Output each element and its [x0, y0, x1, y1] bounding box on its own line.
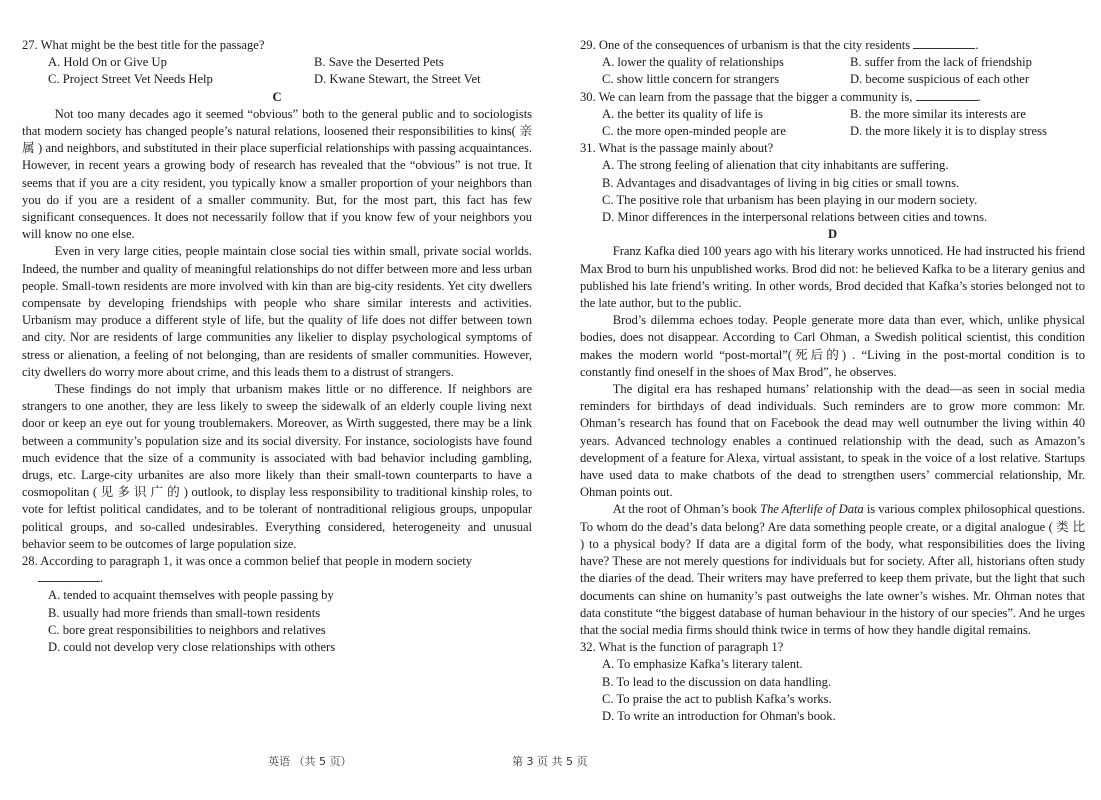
option-b: B. To lead to the discussion on data handling.	[602, 674, 832, 689]
book-title: The Afterlife of Data	[760, 502, 864, 517]
option-d: D. To write an introduction for Ohman's book.	[602, 708, 836, 723]
question-27	[22, 37, 532, 89]
passage-c-paragraph-1: Not too many decades ago it seemed “obvious” both to the general public and to sociologists that modern society has changed people’s natural relations, loosened their responsibilities to kins( 亲 属 ) and neighbors, and substituted in their place superficial relationships with passing acquaintances. However, in recent years a growing body of research has revealed that the “obvious” is not true. It seems that if you are a city resident, you typically know a smaller proportion of your neighbors than you do if you are a resident of a smaller community. But, for the most part, this fact has few significant consequences. It does not necessarily follow that if you know few of your neighbors you will know no one else.	[22, 106, 532, 242]
passage-c	[22, 106, 532, 553]
footer-subject: 英语 （共 5 页）	[268, 755, 352, 768]
option-c: C. Project Street Vet Needs Help	[48, 72, 213, 87]
question-32-options	[580, 656, 1085, 725]
question-32	[580, 639, 1085, 725]
right-column	[580, 37, 1085, 725]
option-d: D. could not develop very close relationships with others	[48, 639, 336, 654]
option-c: C. the more open-minded people are	[602, 124, 786, 139]
option-c: C. bore great responsibilities to neighbors and relatives	[48, 622, 326, 637]
question-32-stem: 32. What is the function of paragraph 1?	[580, 640, 784, 655]
section-d-heading: D	[827, 227, 838, 242]
question-30-options	[580, 106, 1085, 140]
question-30-stem: 30. We can learn from the passage that the bigger a community is,	[580, 89, 913, 104]
option-d: D. become suspicious of each other	[850, 72, 1030, 87]
question-28: 28. According to paragraph 1, it was once a common belief that people in modern society . A. tended to acquaint themselves with people passing by B. usually had more friends than small-town residents C. bore great responsibilities to neighbors and relatives D. could not develop very close relationships with others	[22, 553, 532, 656]
question-31-stem: 31. What is the passage mainly about?	[580, 141, 774, 156]
passage-d-paragraph-4: At the root of Ohman’s book The Afterlife of Data is various complex philosophical questions. To whom do the dead’s data belong? Are data something people create, or a digital analogue ( 类 比 ) to a physical body? If data are a digital form of the body, what responsibilities does the living have? These are not merely questions for individuals but for society. After all, historians often study the diaries of the dead. Their writers may have preferred to keep them private, but the light that such documents can shine on humanity’s past outweighs the late owner’s wishes. Mr. Ohman notes that data constitute “the biggest database of human behaviour in the history of our species”. And he urges that the social media firms should think twice in terms of how they handle digital remains.	[580, 502, 1085, 637]
question-27-stem: 27. What might be the best title for the passage?	[22, 38, 265, 52]
option-c: C. show little concern for strangers	[602, 72, 779, 87]
passage-d-paragraph-1: Franz Kafka died 100 years ago with his literary works unnoticed. He had instructed his friend Max Brod to burn his unpublished works. Brod did not: he believed Kafka to be a literary genius and published his late friend’s writing. In other words, Brod decided that Kafka’s stories belonged not to the late author, but to the public.	[580, 244, 1085, 311]
option-b: B. Advantages and disadvantages of living in big cities or small towns.	[602, 175, 960, 190]
passage-d-paragraph-2: Brod’s dilemma echoes today. People generate more data than ever, which, unlike physical bodies, does not disappear. According to Carl Ohman, a Swedish political scientist, this condition makes the modern world “post-mortal”(死后的) . “Living in the post-mortal condition is to constantly find oneself in the shoes of Max Brod”, he observes.	[580, 313, 1085, 379]
option-a: A. To emphasize Kafka’s literary talent.	[602, 657, 803, 672]
option-c: C. To praise the act to publish Kafka’s works.	[602, 691, 832, 706]
option-a: A. The strong feeling of alienation that city inhabitants are suffering.	[602, 158, 949, 173]
option-b: B. Save the Deserted Pets	[314, 55, 444, 70]
question-31-options	[580, 157, 1085, 226]
question-29: 29. One of the consequences of urbanism is that the city residents . A. lower the quality of relationships B. suffer from the lack of friendship C. show little concern for strangers D. become suspicious of each other	[580, 37, 1085, 89]
option-b: B. the more similar its interests are	[850, 106, 1026, 121]
answer-blank	[38, 570, 100, 582]
question-27-options	[22, 54, 532, 88]
option-c: C. The positive role that urbanism has been playing in our modern society.	[602, 192, 978, 207]
option-b: B. usually had more friends than small-town residents	[48, 605, 321, 620]
question-28-stem: 28. According to paragraph 1, it was once a common belief that people in modern society	[22, 554, 473, 569]
option-d: D. Minor differences in the interpersonal relations between cities and towns.	[602, 210, 988, 225]
answer-blank	[916, 89, 978, 101]
question-30: 30. We can learn from the passage that the bigger a community is, . A. the better its quality of life is B. the more similar its interests are C. the more open-minded people are D. the more likely it is to display stress	[580, 89, 1085, 141]
passage-c-paragraph-3: These findings do not imply that urbanism makes little or no difference. If neighbors are strangers to one another, they are less likely to sweep the sidewalk of an elderly couple living next door or keep an eye out for young troublemakers. Moreover, as Wirth suggested, there may be a link between a community’s population size and its social diversity. For instance, sociologists have found much evidence that the size of a community is associated with bad behavior including gambling, drugs, etc. Large-city urbanites are also more likely than their small-town counterparts to have a cosmopolitan ( 见 多 识 广 的 ) outlook, to display less responsibility to traditional kinship roles, to vote for leftist political candidates, and to be tolerant of nontraditional religious groups, unpopular political groups, and so-called undesirables. Everything considered, heterogeneity and unusual behavior seem to be outcomes of large population size.	[22, 382, 532, 551]
option-b: B. suffer from the lack of friendship	[850, 55, 1032, 70]
answer-blank	[913, 37, 975, 49]
passage-c-paragraph-2: Even in very large cities, people maintain close social ties within small, private social worlds. Indeed, the number and quality of meaningful relationships do not differ between more and less urban people. Small-town residents are more involved with kin than are big-city residents. Yet city dwellers compensate by developing friendships with people who share similar interests and activities. Urbanism may produce a different style of life, but the quality of life does not differ between town and city. Nor are residents of large communities any likelier to display psychological symptoms of stress or alienation, a feeling of not belonging, than are residents of smaller communities. However, city dwellers do worry more about crime, and this leads them to a distrust of strangers.	[22, 244, 532, 379]
option-a: A. tended to acquaint themselves with people passing by	[48, 588, 334, 603]
option-a: A. Hold On or Give Up	[48, 55, 167, 70]
option-a: A. lower the quality of relationships	[602, 55, 784, 70]
option-d: D. Kwane Stewart, the Street Vet	[314, 72, 481, 87]
passage-d	[580, 243, 1085, 639]
option-d: D. the more likely it is to display stress	[850, 124, 1047, 139]
question-29-options	[580, 54, 1085, 88]
question-31	[580, 140, 1085, 226]
passage-d-paragraph-3: The digital era has reshaped humans’ relationship with the dead—as seen in social media reminders for birthdays of dead individuals. Such reminders are to grow more common: Mr. Ohman’s research has found that on Facebook the dead may well outnumber the living within 40 years. Advanced technology enables a continued relationship with the dead, such as Amazon’s development of a feature for Alexa, virtual assistant, to speak in the voice of a lost relative. Startups have used data to make chatbots of the dead to strengthen users’ commercial relationship, Mr. Ohman points out.	[580, 382, 1085, 500]
option-a: A. the better its quality of life is	[602, 106, 763, 121]
question-28-options	[22, 587, 532, 656]
left-column	[22, 37, 532, 656]
footer-page-number: 第 3 页 共 5 页	[512, 755, 588, 768]
question-29-stem: 29. One of the consequences of urbanism is that the city residents	[580, 38, 911, 52]
section-c-heading: C	[272, 89, 282, 104]
